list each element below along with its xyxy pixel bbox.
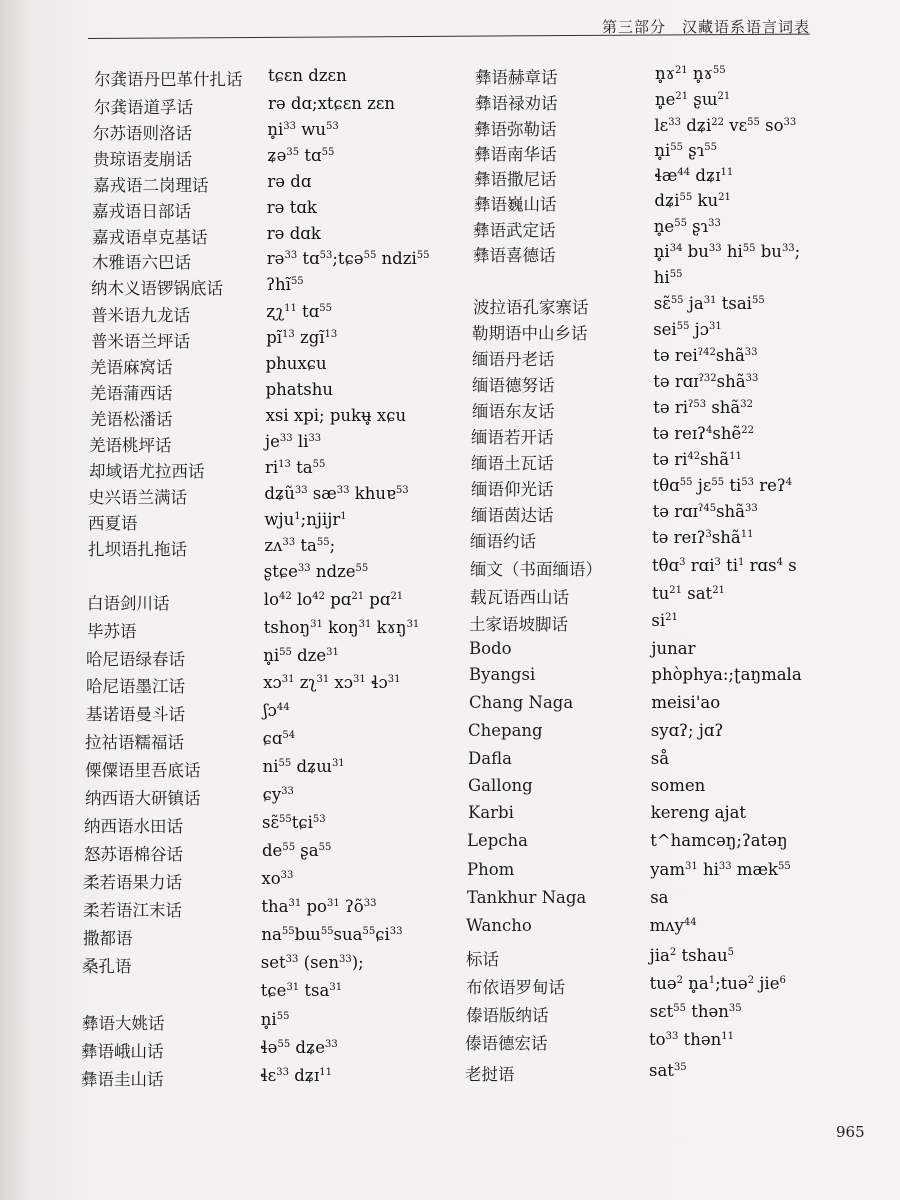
right-language-name: 缅语约话 bbox=[470, 532, 536, 551]
left-language-name: 木雅语六巴话 bbox=[92, 253, 191, 272]
right-word-form: tθɑ$^3$ rɑi$^3$ $ti^1$ rɑs$^4$ s bbox=[652, 556, 797, 575]
right-word-form: tuə$^2$ $n̥a^1;tuə^2$ jie$^6$ bbox=[649, 974, 786, 993]
left-language-name: 尔龚语道孚话 bbox=[94, 98, 193, 117]
left-word-form: $xo^{33}$ bbox=[261, 869, 294, 888]
left-word-form: ɕɑ$^{54}$ bbox=[262, 729, 296, 748]
right-word-form: tə reɪʔ$^4$shẽ$^{22}$ bbox=[652, 424, 754, 443]
left-word-form: rə$^{33}$ tɑ$^{53}$;tɕə$^{55}$ ndzi$^{55}$ bbox=[266, 249, 430, 268]
left-language-name: 尔龚语丹巴革什扎话 bbox=[94, 70, 243, 89]
left-language-name: 嘉戎语日部话 bbox=[92, 202, 191, 221]
right-word-form: jia$^2$ tshau$^5$ bbox=[649, 946, 735, 965]
right-language-name: 缅语东友话 bbox=[472, 402, 555, 421]
left-language-name: 彝语峨山话 bbox=[81, 1042, 164, 1061]
right-word-form: $n̥i^{55}$ ʂɿ$^{55}$ bbox=[654, 141, 717, 160]
left-word-form: tɕe$^{31}$ tsa$^{31}$ bbox=[260, 981, 343, 1000]
left-language-name: 柔若语果力话 bbox=[83, 873, 182, 892]
right-word-form: ɬæ$^{44}$ dʑɪ$^{11}$ bbox=[654, 166, 734, 185]
right-word-form: sɛ̃$^{55}$ $ja^{31}$ tsai$^{55}$ bbox=[653, 294, 765, 313]
left-language-name: 尔苏语则洛话 bbox=[93, 124, 192, 143]
right-word-form: tə rɑɪ$^{ʔ32}$shã$^{33}$ bbox=[653, 372, 759, 391]
right-language-name: 彝语南华话 bbox=[474, 145, 557, 164]
left-language-name: 桑孔语 bbox=[82, 957, 132, 976]
right-word-form: $n̥e^{55}$ ʂɿ$^{33}$ bbox=[653, 217, 721, 236]
right-word-form: phòphya:;ʈaŋmala bbox=[651, 665, 802, 684]
right-word-form: tə $ri^{42}shã^{11}$ bbox=[652, 450, 742, 469]
right-language-name: 彝语弥勒话 bbox=[474, 120, 557, 139]
left-word-form: xɔ$^{31}$ zʅ$^{31}$ xɔ$^{31}$ ɬɔ$^{31}$ bbox=[263, 673, 401, 692]
right-language-name: 缅语德努话 bbox=[472, 376, 555, 395]
left-language-name: 羌语麻窝话 bbox=[90, 358, 173, 377]
right-word-form: t^hamcəŋ;ʔatəŋ bbox=[650, 831, 788, 850]
right-word-form: n̥ɤ$^{21}$ n̥ɤ$^{55}$ bbox=[655, 64, 726, 83]
left-language-name: 哈尼语绿春话 bbox=[86, 650, 185, 669]
right-language-name: 彝语撒尼话 bbox=[474, 170, 557, 189]
left-word-form: ʑə$^{35}$ tɑ$^{55}$ bbox=[267, 146, 335, 165]
right-language-name: 勒期语中山乡话 bbox=[472, 324, 588, 343]
left-word-form: ʃɔ$^{44}$ bbox=[263, 701, 290, 720]
right-word-form: $si^{21}$ bbox=[651, 611, 678, 630]
left-word-form: $n̥i^{55}$ dze$^{31}$ bbox=[263, 646, 339, 665]
right-word-form: lɛ$^{33}$ dʑi$^{22}$ vɛ$^{55}$ $so^{33}$ bbox=[654, 116, 797, 135]
right-word-form: somen bbox=[650, 776, 706, 795]
left-word-form: zʌ$^{33}$ $ta^{55}$; bbox=[264, 536, 336, 555]
right-word-form: $hi^{55}$ bbox=[653, 268, 683, 287]
header-title: 第三部分 汉藏语系语言词表 bbox=[601, 18, 810, 36]
left-word-form: $n̥i^{55}$ bbox=[260, 1010, 290, 1029]
right-word-form: $n̥i^{34}$ $bu^{33}$ $hi^{55}$ $bu^{33}$; bbox=[653, 242, 801, 261]
left-language-name: 柔若语江末话 bbox=[83, 901, 182, 920]
right-language-name: Tankhur Naga bbox=[467, 888, 587, 907]
left-word-form: $je^{33}$ $li^{33}$ bbox=[265, 432, 322, 451]
left-word-form: ʂtɕe$^{33}$ ndze$^{55}$ bbox=[263, 562, 369, 581]
right-language-name: 彝语禄劝话 bbox=[475, 94, 558, 113]
left-language-name: 羌语松潘话 bbox=[90, 410, 173, 429]
left-language-name: 却域语尤拉西话 bbox=[89, 462, 205, 481]
left-language-name: 贵琼语麦崩话 bbox=[93, 150, 192, 169]
right-word-form: så bbox=[650, 749, 670, 768]
right-language-name: 傣语版纳话 bbox=[466, 1006, 549, 1025]
left-word-form: tshoŋ$^{31}$ koŋ$^{31}$ kɤŋ$^{31}$ bbox=[263, 618, 420, 637]
left-word-form: dʑũ$^{33}$ $sæ^{33}$ khuɐ$^{53}$ bbox=[264, 484, 409, 503]
right-language-name: Karbi bbox=[468, 803, 514, 822]
right-language-name: 缅语茵达话 bbox=[471, 506, 554, 525]
left-word-form: $ri^{13}$ $ta^{55}$ bbox=[265, 458, 326, 477]
right-language-name: 彝语武定话 bbox=[473, 221, 556, 240]
left-word-form: $n̥i^{33}$ $wu^{53}$ bbox=[267, 120, 339, 139]
right-language-name: 缅语丹老话 bbox=[472, 350, 555, 369]
left-word-form: ʐʅ$^{11}$ tɑ$^{55}$ bbox=[266, 302, 332, 321]
right-language-name: 波拉语孔家寨话 bbox=[473, 298, 589, 317]
left-language-name: 纳西语水田话 bbox=[84, 817, 183, 836]
left-word-form: wju$^1$;njijr$^1$ bbox=[264, 510, 347, 529]
left-language-name: 傈僳语里吾底话 bbox=[85, 761, 201, 780]
left-language-name: 嘉戎语二岗理话 bbox=[93, 176, 209, 195]
left-word-form: $na^{55}bɯ^{55}sua^{55}ɕi^{33}$ bbox=[261, 925, 403, 944]
left-word-form: rə dɑ;xtɕɛn zɛn bbox=[268, 94, 396, 113]
left-language-name: 羌语桃坪话 bbox=[89, 436, 172, 455]
right-language-name: 缅语仰光话 bbox=[471, 480, 554, 499]
left-language-name: 普米语九龙话 bbox=[91, 306, 190, 325]
left-word-form: $de^{55}$ ʂa$^{55}$ bbox=[262, 841, 332, 860]
left-word-form: $ni^{55}$ dʑɯ$^{31}$ bbox=[262, 757, 345, 776]
left-language-name: 怒苏语棉谷话 bbox=[84, 845, 183, 864]
left-word-form: rə tɑk bbox=[266, 198, 317, 217]
right-word-form: tə rei$^{ʔ42}$shã$^{33}$ bbox=[653, 346, 758, 365]
right-word-form: $n̥e^{21}$ ʂɯ$^{21}$ bbox=[655, 90, 731, 109]
page-number: 965 bbox=[836, 1123, 865, 1141]
left-language-name: 哈尼语墨江话 bbox=[86, 677, 185, 696]
right-word-form: tə $ri^{ʔ53}$ shã$^{32}$ bbox=[653, 398, 754, 417]
right-language-name: 彝语赫章话 bbox=[475, 68, 558, 87]
left-word-form: xsi xpi; pukʉ̥ xɕu bbox=[265, 406, 407, 425]
left-language-name: 扎坝语扎拖话 bbox=[88, 540, 187, 559]
left-language-name: 史兴语兰满话 bbox=[88, 488, 187, 507]
right-language-name: Byangsi bbox=[469, 665, 536, 684]
right-word-form: tθɑ$^{55}$ jɛ$^{55}$ $ti^{53}$ reʔ$^4$ bbox=[652, 476, 793, 495]
right-word-form: sat$^{35}$ bbox=[649, 1061, 687, 1080]
right-language-name: Gallong bbox=[468, 776, 533, 795]
right-language-name: 傣语德宏话 bbox=[465, 1034, 548, 1053]
left-word-form: ɕy$^{33}$ bbox=[262, 785, 294, 804]
left-word-form: ɬɛ$^{33}$ dʑɪ$^{11}$ bbox=[260, 1066, 333, 1085]
right-language-name: 缅语若开话 bbox=[471, 428, 554, 447]
left-language-name: 嘉戎语卓克基话 bbox=[92, 228, 208, 247]
left-word-form: phatshu bbox=[265, 380, 333, 399]
left-language-name: 纳西语大研镇话 bbox=[85, 789, 201, 808]
right-language-name: 载瓦语西山话 bbox=[470, 588, 569, 607]
right-word-form: $tu^{21}$ sat$^{21}$ bbox=[652, 584, 725, 603]
right-word-form: sɛt$^{55}$ thən$^{35}$ bbox=[649, 1002, 742, 1021]
right-language-name: Chang Naga bbox=[469, 693, 574, 712]
right-word-form: sa bbox=[650, 888, 669, 907]
left-language-name: 毕苏语 bbox=[87, 622, 137, 641]
right-language-name: 标话 bbox=[466, 950, 499, 969]
left-word-form: $pĩ^{13}$ zgĩ$^{13}$ bbox=[266, 328, 338, 347]
right-word-form: tə rɑɪ$^{ʔ45}$shã$^{33}$ bbox=[652, 502, 758, 521]
left-word-form: phuxɕu bbox=[265, 354, 327, 373]
left-word-form: rə dɑ bbox=[267, 172, 312, 191]
left-language-name: 纳木义语锣锅底话 bbox=[91, 279, 223, 298]
left-language-name: 彝语圭山话 bbox=[81, 1070, 164, 1089]
right-word-form: junar bbox=[651, 639, 696, 658]
right-language-name: 缅文（书面缅语） bbox=[470, 560, 602, 579]
right-language-name: 土家语坡脚话 bbox=[469, 615, 568, 634]
right-word-form: kereng ajat bbox=[650, 803, 747, 822]
right-language-name: Dafla bbox=[468, 749, 512, 768]
right-word-form: sei$^{55}$ jɔ$^{31}$ bbox=[653, 320, 722, 339]
left-word-form: rə dɑk bbox=[266, 224, 321, 243]
left-word-form: sɛ̃$^{55}$tɕi$^{53}$ bbox=[262, 813, 326, 832]
left-language-name: 普米语兰坪话 bbox=[91, 332, 190, 351]
left-language-name: 白语剑川话 bbox=[87, 594, 170, 613]
left-word-form: ʔhĩ$^{55}$ bbox=[266, 275, 304, 294]
right-language-name: Lepcha bbox=[467, 831, 528, 850]
right-language-name: 彝语巍山话 bbox=[474, 195, 557, 214]
right-word-form: yam$^{31}$ $hi^{33}$ mæk$^{55}$ bbox=[650, 860, 791, 879]
right-word-form: dʑi$^{55}$ $ku^{21}$ bbox=[654, 191, 731, 210]
left-word-form: $lo^{42}$ $lo^{42}$ pɑ$^{21}$ pɑ$^{21}$ bbox=[263, 590, 404, 609]
left-word-form: set$^{33}$ (sen$^{33}$); bbox=[260, 953, 364, 972]
right-language-name: Bodo bbox=[469, 639, 512, 658]
left-word-form: ɬə$^{55}$ dʑe$^{33}$ bbox=[260, 1038, 338, 1057]
left-language-name: 羌语蒲西话 bbox=[90, 384, 173, 403]
right-language-name: Phom bbox=[467, 860, 515, 879]
left-language-name: 基诺语曼斗话 bbox=[86, 705, 185, 724]
left-word-form: tha$^{31}$ $po^{31}$ ʔõ$^{33}$ bbox=[261, 897, 377, 916]
right-word-form: syɑʔ; jɑʔ bbox=[650, 721, 724, 740]
right-language-name: 彝语喜德话 bbox=[473, 246, 556, 265]
left-language-name: 拉祜语糯福话 bbox=[85, 733, 184, 752]
right-word-form: tə reɪʔ$^3$shã$^{11}$ bbox=[652, 528, 754, 547]
left-language-name: 西夏语 bbox=[88, 514, 138, 533]
left-language-name: 撒都语 bbox=[83, 929, 133, 948]
right-language-name: 布依语罗甸话 bbox=[466, 978, 565, 997]
right-word-form: mʌy$^{44}$ bbox=[649, 916, 697, 935]
right-language-name: 缅语土瓦话 bbox=[471, 454, 554, 473]
right-language-name: Chepang bbox=[468, 721, 543, 740]
left-word-form: tɕɛn dzɛn bbox=[268, 66, 347, 85]
right-word-form: $to^{33}$ thən$^{11}$ bbox=[649, 1030, 734, 1049]
right-language-name: 老挝语 bbox=[465, 1065, 515, 1084]
right-language-name: Wancho bbox=[466, 916, 532, 935]
right-word-form: meisi'ao bbox=[651, 693, 721, 712]
left-language-name: 彝语大姚话 bbox=[82, 1014, 165, 1033]
